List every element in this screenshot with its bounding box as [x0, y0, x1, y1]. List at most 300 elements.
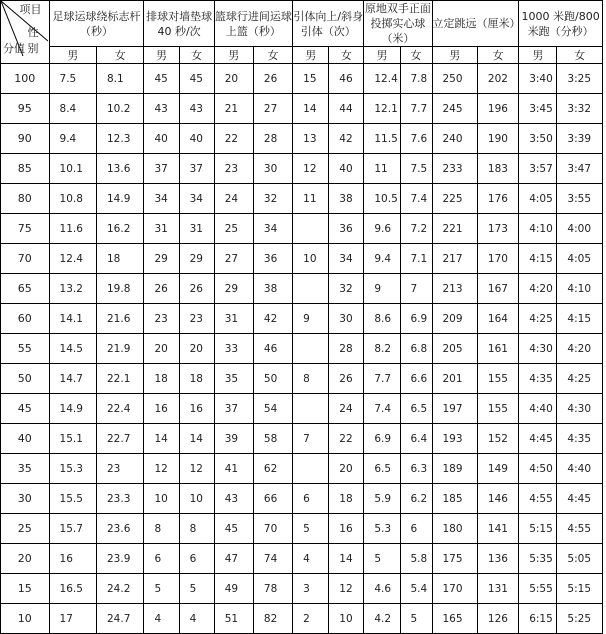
table-cell: 38 — [253, 274, 292, 304]
table-cell: 14.7 — [49, 364, 96, 394]
table-cell: 14 — [293, 94, 329, 124]
gender-female-header: 女 — [97, 47, 144, 64]
table-cell: 13.2 — [49, 274, 96, 304]
table-cell: 6 — [293, 484, 329, 514]
table-cell: 49 — [214, 574, 253, 604]
table-cell: 23 — [214, 154, 253, 184]
table-cell: 4:15 — [519, 244, 557, 274]
table-cell: 26 — [179, 274, 214, 304]
table-cell: 4 — [179, 604, 214, 634]
table-cell: 176 — [477, 184, 518, 214]
table-cell: 189 — [432, 454, 477, 484]
table-cell: 26 — [144, 274, 179, 304]
table-cell: 28 — [329, 334, 364, 364]
table-cell: 29 — [144, 244, 179, 274]
table-cell: 32 — [253, 184, 292, 214]
table-row — [1, 484, 603, 514]
header-row-events — [1, 1, 603, 47]
table-cell: 82 — [253, 604, 292, 634]
table-cell: 6.9 — [364, 424, 400, 454]
table-cell: 5:05 — [557, 544, 603, 574]
table-cell: 4:20 — [519, 274, 557, 304]
table-cell: 4:05 — [519, 184, 557, 214]
table-cell: 33 — [214, 334, 253, 364]
table-cell: 5.4 — [400, 574, 432, 604]
gender-male-header: 男 — [49, 47, 96, 64]
table-cell: 4.2 — [364, 604, 400, 634]
table-cell: 40 — [329, 154, 364, 184]
table-cell: 141 — [477, 514, 518, 544]
table-cell: 190 — [477, 124, 518, 154]
table-cell: 7.8 — [400, 64, 432, 94]
score-cell: 75 — [1, 214, 50, 244]
table-cell: 45 — [144, 64, 179, 94]
table-cell: 37 — [179, 154, 214, 184]
table-cell: 24 — [329, 394, 364, 424]
table-cell: 23.6 — [97, 514, 144, 544]
table-cell: 7.5 — [49, 64, 96, 94]
table-cell: 8 — [179, 514, 214, 544]
table-cell: 8 — [293, 364, 329, 394]
score-cell: 20 — [1, 544, 50, 574]
table-cell: 10 — [293, 244, 329, 274]
table-cell: 4:15 — [557, 304, 603, 334]
table-cell: 161 — [477, 334, 518, 364]
table-cell: 5 — [293, 514, 329, 544]
table-cell: 6.2 — [400, 484, 432, 514]
table-cell: 47 — [214, 544, 253, 574]
table-cell: 43 — [144, 94, 179, 124]
table-cell: 4:50 — [519, 454, 557, 484]
table-cell: 31 — [214, 304, 253, 334]
table-cell: 205 — [432, 334, 477, 364]
table-row — [1, 94, 603, 124]
score-cell: 70 — [1, 244, 50, 274]
table-row — [1, 454, 603, 484]
table-cell: 51 — [214, 604, 253, 634]
table-cell: 3:25 — [557, 64, 603, 94]
table-row — [1, 124, 603, 154]
table-cell: 4:45 — [557, 484, 603, 514]
table-cell: 4 — [293, 544, 329, 574]
table-cell: 28 — [253, 124, 292, 154]
table-cell: 10.1 — [49, 154, 96, 184]
table-cell: 4.6 — [364, 574, 400, 604]
table-cell: 170 — [477, 244, 518, 274]
table-cell: 15.3 — [49, 454, 96, 484]
table-cell: 22.1 — [97, 364, 144, 394]
table-cell: 27 — [253, 94, 292, 124]
table-cell: 5:55 — [519, 574, 557, 604]
table-cell: 45 — [179, 64, 214, 94]
table-cell: 4:40 — [557, 454, 603, 484]
table-cell: 44 — [329, 94, 364, 124]
table-cell: 197 — [432, 394, 477, 424]
table-cell: 36 — [329, 214, 364, 244]
score-cell: 35 — [1, 454, 50, 484]
table-cell: 3:45 — [519, 94, 557, 124]
score-cell: 85 — [1, 154, 50, 184]
table-cell: 2 — [293, 604, 329, 634]
table-cell: 155 — [477, 394, 518, 424]
table-cell: 7.6 — [400, 124, 432, 154]
score-cell: 40 — [1, 424, 50, 454]
table-cell: 126 — [477, 604, 518, 634]
table-cell: 12 — [293, 154, 329, 184]
table-row — [1, 154, 603, 184]
table-cell: 10 — [179, 484, 214, 514]
table-cell: 5.8 — [400, 544, 432, 574]
table-cell: 6 — [144, 544, 179, 574]
table-cell: 36 — [253, 244, 292, 274]
table-row — [1, 274, 603, 304]
table-cell: 58 — [253, 424, 292, 454]
table-cell: 4:35 — [519, 364, 557, 394]
table-cell: 23.3 — [97, 484, 144, 514]
table-cell — [293, 394, 329, 424]
table-row — [1, 544, 603, 574]
table-cell: 15.7 — [49, 514, 96, 544]
table-cell: 18 — [97, 244, 144, 274]
table-cell: 250 — [432, 64, 477, 94]
table-cell: 40 — [144, 124, 179, 154]
table-body — [1, 1, 603, 634]
score-cell: 100 — [1, 64, 50, 94]
table-cell: 12 — [179, 454, 214, 484]
table-cell: 31 — [179, 214, 214, 244]
corner-label-gender-1: 性 — [27, 26, 39, 39]
table-cell — [293, 334, 329, 364]
table-row — [1, 214, 603, 244]
table-cell: 193 — [432, 424, 477, 454]
table-cell: 4:25 — [519, 304, 557, 334]
table-cell: 11.5 — [364, 124, 400, 154]
table-cell: 4:10 — [519, 214, 557, 244]
table-cell: 29 — [214, 274, 253, 304]
table-cell: 5 — [144, 574, 179, 604]
table-cell: 34 — [144, 184, 179, 214]
table-cell: 41 — [214, 454, 253, 484]
table-cell: 22.7 — [97, 424, 144, 454]
table-cell: 20 — [329, 454, 364, 484]
table-cell: 50 — [253, 364, 292, 394]
table-cell: 240 — [432, 124, 477, 154]
table-cell: 5 — [364, 544, 400, 574]
table-cell: 7.7 — [364, 364, 400, 394]
table-cell: 6.3 — [400, 454, 432, 484]
table-cell: 11.6 — [49, 214, 96, 244]
table-row — [1, 64, 603, 94]
table-row — [1, 604, 603, 634]
table-cell: 7.4 — [400, 184, 432, 214]
table-cell: 217 — [432, 244, 477, 274]
table-cell: 15 — [293, 64, 329, 94]
table-row — [1, 394, 603, 424]
table-cell: 22.4 — [97, 394, 144, 424]
table-cell: 5:25 — [557, 604, 603, 634]
table-cell: 4 — [144, 604, 179, 634]
table-cell: 4:35 — [557, 424, 603, 454]
table-cell: 24 — [214, 184, 253, 214]
table-cell: 221 — [432, 214, 477, 244]
table-cell: 31 — [144, 214, 179, 244]
table-cell: 6.4 — [400, 424, 432, 454]
table-cell: 185 — [432, 484, 477, 514]
table-cell: 4:20 — [557, 334, 603, 364]
table-cell: 23 — [97, 454, 144, 484]
table-cell: 10.5 — [364, 184, 400, 214]
table-cell: 9 — [293, 304, 329, 334]
table-cell: 9.4 — [364, 244, 400, 274]
table-cell: 35 — [214, 364, 253, 394]
table-cell: 23 — [179, 304, 214, 334]
table-cell: 34 — [329, 244, 364, 274]
table-cell: 24.2 — [97, 574, 144, 604]
table-cell: 30 — [253, 154, 292, 184]
gender-male-header: 男 — [432, 47, 477, 64]
table-cell: 4:05 — [557, 244, 603, 274]
table-cell: 29 — [179, 244, 214, 274]
table-cell: 18 — [144, 364, 179, 394]
table-cell: 16 — [144, 394, 179, 424]
table-cell: 12.1 — [364, 94, 400, 124]
table-cell: 10 — [144, 484, 179, 514]
corner-label-score: 分值 — [3, 42, 25, 55]
event-header-pullup: 引体向上/斜身引体（次） — [293, 1, 364, 47]
event-header-long-jump: 立定跳远（厘米） — [432, 1, 519, 47]
corner-label-gender-2: 别 — [27, 42, 39, 55]
table-cell: 4:40 — [519, 394, 557, 424]
table-cell: 180 — [432, 514, 477, 544]
table-cell: 43 — [179, 94, 214, 124]
table-cell: 3:57 — [519, 154, 557, 184]
table-cell: 5:35 — [519, 544, 557, 574]
table-cell: 10.2 — [97, 94, 144, 124]
table-cell: 78 — [253, 574, 292, 604]
table-cell: 21 — [214, 94, 253, 124]
table-cell: 38 — [329, 184, 364, 214]
table-cell: 14 — [144, 424, 179, 454]
gender-male-header: 男 — [364, 47, 400, 64]
table-cell: 11 — [364, 154, 400, 184]
table-cell — [293, 214, 329, 244]
score-cell: 25 — [1, 514, 50, 544]
table-cell: 14 — [329, 544, 364, 574]
table-cell: 17 — [49, 604, 96, 634]
table-cell: 136 — [477, 544, 518, 574]
table-cell: 10 — [329, 604, 364, 634]
table-cell: 12.4 — [364, 64, 400, 94]
table-cell: 3:39 — [557, 124, 603, 154]
table-cell: 164 — [477, 304, 518, 334]
table-row — [1, 574, 603, 604]
table-cell: 3:32 — [557, 94, 603, 124]
table-cell: 4:25 — [557, 364, 603, 394]
table-cell: 26 — [253, 64, 292, 94]
gender-male-header: 男 — [519, 47, 557, 64]
table-cell: 18 — [329, 484, 364, 514]
table-cell: 23 — [144, 304, 179, 334]
score-cell: 10 — [1, 604, 50, 634]
table-cell: 32 — [329, 274, 364, 304]
table-cell: 16 — [329, 514, 364, 544]
table-cell: 3:55 — [557, 184, 603, 214]
table-cell: 21.9 — [97, 334, 144, 364]
table-cell: 37 — [214, 394, 253, 424]
corner-header-cell — [1, 1, 50, 64]
table-cell: 12.4 — [49, 244, 96, 274]
table-cell: 8.1 — [97, 64, 144, 94]
table-cell: 5:15 — [519, 514, 557, 544]
table-cell: 167 — [477, 274, 518, 304]
gender-female-header: 女 — [179, 47, 214, 64]
table-cell: 12.3 — [97, 124, 144, 154]
table-cell: 213 — [432, 274, 477, 304]
table-cell: 6.5 — [364, 454, 400, 484]
table-row — [1, 334, 603, 364]
table-cell: 39 — [214, 424, 253, 454]
table-cell: 183 — [477, 154, 518, 184]
table-cell: 22 — [214, 124, 253, 154]
table-cell: 13 — [293, 124, 329, 154]
gender-female-header: 女 — [557, 47, 603, 64]
table-cell: 9 — [364, 274, 400, 304]
table-cell: 42 — [253, 304, 292, 334]
table-cell: 13.6 — [97, 154, 144, 184]
table-cell: 4:30 — [519, 334, 557, 364]
table-cell: 8.2 — [364, 334, 400, 364]
score-cell: 90 — [1, 124, 50, 154]
header-row-gender — [1, 47, 603, 64]
table-cell: 46 — [329, 64, 364, 94]
table-cell: 149 — [477, 454, 518, 484]
table-cell: 14.5 — [49, 334, 96, 364]
table-cell: 225 — [432, 184, 477, 214]
event-header-run: 1000 米跑/800 米跑（分秒） — [519, 1, 603, 47]
table-cell: 3:40 — [519, 64, 557, 94]
table-cell: 146 — [477, 484, 518, 514]
score-cell: 65 — [1, 274, 50, 304]
table-cell: 20 — [179, 334, 214, 364]
table-cell: 7.7 — [400, 94, 432, 124]
table-cell: 4:30 — [557, 394, 603, 424]
table-row — [1, 424, 603, 454]
table-row — [1, 184, 603, 214]
score-cell: 95 — [1, 94, 50, 124]
table-cell: 15.1 — [49, 424, 96, 454]
table-cell: 4:55 — [557, 514, 603, 544]
table-cell: 43 — [214, 484, 253, 514]
table-cell: 14 — [179, 424, 214, 454]
table-cell: 6.6 — [400, 364, 432, 394]
table-cell: 152 — [477, 424, 518, 454]
table-cell: 6.8 — [400, 334, 432, 364]
table-cell: 4:10 — [557, 274, 603, 304]
table-cell: 6 — [179, 544, 214, 574]
table-cell: 24.7 — [97, 604, 144, 634]
table-cell: 54 — [253, 394, 292, 424]
table-cell: 233 — [432, 154, 477, 184]
event-header-football: 足球运球绕标志杆（秒） — [49, 1, 144, 47]
table-cell: 27 — [214, 244, 253, 274]
table-cell: 4:45 — [519, 424, 557, 454]
table-cell — [293, 274, 329, 304]
table-cell: 16.5 — [49, 574, 96, 604]
gender-female-header: 女 — [400, 47, 432, 64]
table-cell: 22 — [329, 424, 364, 454]
table-cell: 8.4 — [49, 94, 96, 124]
table-cell: 9.6 — [364, 214, 400, 244]
table-cell: 245 — [432, 94, 477, 124]
event-header-volleyball: 排球对墙垫球 40 秒/次 — [144, 1, 214, 47]
table-cell: 11 — [293, 184, 329, 214]
table-cell: 7.4 — [364, 394, 400, 424]
table-cell: 7.2 — [400, 214, 432, 244]
table-cell: 4:00 — [557, 214, 603, 244]
table-cell: 12 — [144, 454, 179, 484]
table-cell: 62 — [253, 454, 292, 484]
table-cell: 9.4 — [49, 124, 96, 154]
table-cell: 3 — [293, 574, 329, 604]
table-row — [1, 514, 603, 544]
table-cell: 12 — [329, 574, 364, 604]
table-cell: 131 — [477, 574, 518, 604]
table-cell: 40 — [179, 124, 214, 154]
table-cell: 26 — [329, 364, 364, 394]
table-cell: 42 — [329, 124, 364, 154]
table-cell: 5 — [400, 604, 432, 634]
table-cell: 3:50 — [519, 124, 557, 154]
table-cell: 155 — [477, 364, 518, 394]
table-cell: 18 — [179, 364, 214, 394]
table-cell: 16 — [49, 544, 96, 574]
table-cell: 173 — [477, 214, 518, 244]
table-cell: 30 — [329, 304, 364, 334]
table-cell: 70 — [253, 514, 292, 544]
score-cell: 30 — [1, 484, 50, 514]
table-cell: 7 — [293, 424, 329, 454]
table-cell: 7.1 — [400, 244, 432, 274]
table-cell: 74 — [253, 544, 292, 574]
table-cell: 14.9 — [49, 394, 96, 424]
table-cell: 14.9 — [97, 184, 144, 214]
table-cell: 170 — [432, 574, 477, 604]
score-cell: 60 — [1, 304, 50, 334]
table-cell: 165 — [432, 604, 477, 634]
event-header-shotput: 原地双手正面投掷实心球（米） — [364, 2, 431, 45]
table-cell: 6:15 — [519, 604, 557, 634]
table-cell: 7.5 — [400, 154, 432, 184]
table-cell: 6.5 — [400, 394, 432, 424]
gender-female-header: 女 — [253, 47, 292, 64]
gender-male-header: 男 — [293, 47, 329, 64]
table-cell: 23.9 — [97, 544, 144, 574]
table-cell: 5.9 — [364, 484, 400, 514]
gender-female-header: 女 — [477, 47, 518, 64]
table-cell: 15.5 — [49, 484, 96, 514]
table-cell: 3:47 — [557, 154, 603, 184]
gender-female-header: 女 — [329, 47, 364, 64]
table-cell: 21.6 — [97, 304, 144, 334]
table-cell: 16.2 — [97, 214, 144, 244]
table-cell: 37 — [144, 154, 179, 184]
score-cell: 50 — [1, 364, 50, 394]
table-cell: 209 — [432, 304, 477, 334]
table-cell: 202 — [477, 64, 518, 94]
table-cell: 66 — [253, 484, 292, 514]
score-cell: 15 — [1, 574, 50, 604]
table-row — [1, 364, 603, 394]
